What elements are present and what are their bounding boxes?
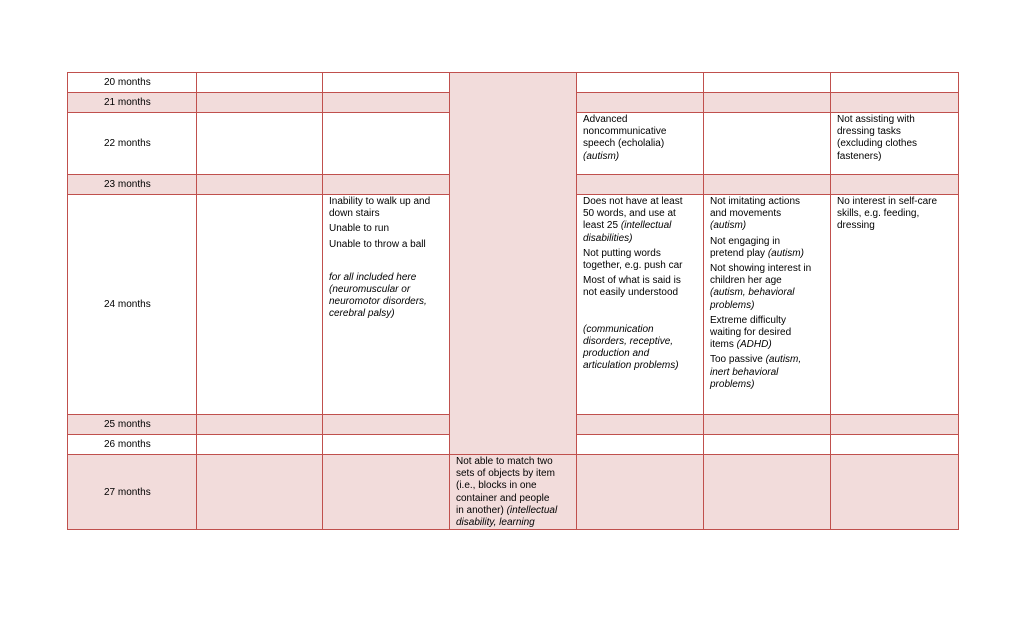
diagnosis-tag: disability, learning [456, 517, 535, 529]
cell-text: skills, e.g. feeding, [837, 208, 920, 220]
cell-text: container and people [456, 492, 550, 504]
cell-text: pretend play (autism) [710, 247, 804, 259]
cell-text: waiting for desired [710, 327, 792, 339]
age-cell: 25 months [68, 415, 197, 435]
table-cell [831, 195, 959, 415]
diagnosis-tag: disabilities) [583, 232, 633, 244]
age-cell: 27 months [68, 455, 197, 530]
diagnosis-tag: (autism) [767, 247, 804, 259]
diagnosis-tag: (autism) [583, 150, 620, 162]
table-cell [704, 435, 831, 455]
cell-text: not easily understood [583, 287, 679, 299]
age-cell: 26 months [68, 435, 197, 455]
table-cell [323, 113, 450, 175]
table-cell [450, 455, 577, 530]
table-cell [323, 175, 450, 195]
table-cell [323, 435, 450, 455]
cell-text: children her age [710, 275, 782, 287]
table-cell [831, 435, 959, 455]
diagnosis-tag: disorders, receptive, [583, 335, 674, 347]
table-cell [197, 455, 323, 530]
table-cell [704, 455, 831, 530]
table-cell [831, 113, 959, 175]
age-cell: 24 months [68, 195, 197, 415]
table-cell [577, 435, 704, 455]
cell-text: Too passive (autism, [710, 354, 802, 366]
table-cell [323, 73, 450, 93]
table-cell [577, 415, 704, 435]
table-cell [831, 93, 959, 113]
cell-text: Inability to walk up and [329, 196, 431, 207]
diagnosis-tag: (intellectual [620, 220, 672, 232]
table-cell [323, 455, 450, 530]
table-cell [704, 175, 831, 195]
diagnosis-tag: (autism) [710, 220, 747, 232]
table-cell-merged [450, 73, 577, 455]
cell-text: Does not have at least [583, 196, 683, 207]
table-cell [704, 113, 831, 175]
diagnosis-tag: (intellectual [506, 504, 558, 516]
diagnosis-tag: neuromotor disorders, [329, 296, 427, 308]
cell-text: speech (echolalia) [583, 138, 665, 150]
cell-text: Not engaging in [710, 235, 781, 247]
cell-text: together, e.g. push car [583, 260, 683, 272]
table-cell [577, 195, 704, 415]
cell-text: 50 words, and use at [583, 208, 676, 220]
diagnosis-tag: (communication [583, 323, 654, 335]
table-cell [704, 73, 831, 93]
diagnosis-tag: problems) [710, 378, 755, 390]
cell-text: down stairs [329, 208, 380, 220]
table-cell [704, 415, 831, 435]
table-row [68, 455, 959, 530]
diagnosis-tag: (ADHD) [736, 339, 772, 351]
diagnosis-tag: inert behavioral [710, 366, 779, 378]
table-cell [197, 415, 323, 435]
cell-text: sets of objects by item [456, 468, 555, 480]
table-cell [197, 73, 323, 93]
cell-text: Most of what is said is [583, 275, 681, 287]
cell-text: (i.e., blocks in one [456, 480, 537, 492]
cell-text: fasteners) [837, 150, 882, 162]
cell-text: in another) (intellectual [456, 504, 558, 516]
cell-text: Not assisting with [837, 114, 915, 125]
table-cell [577, 73, 704, 93]
diagnosis-tag: (neuromuscular or [329, 284, 411, 296]
cell-text: and movements [710, 208, 782, 220]
table-cell [831, 415, 959, 435]
cell-text: dressing tasks [837, 126, 901, 138]
diagnosis-tag: for all included here [329, 271, 417, 283]
table-cell [704, 93, 831, 113]
age-cell: 21 months [68, 93, 197, 113]
age-cell: 22 months [68, 113, 197, 175]
diagnosis-tag: problems) [710, 299, 755, 311]
diagnosis-tag: cerebral palsy) [329, 308, 395, 320]
diagnosis-tag: (autism, behavioral [710, 287, 795, 299]
table-row [68, 73, 959, 93]
milestones-table [67, 72, 959, 530]
cell-text: Extreme difficulty [710, 314, 786, 326]
table-cell [197, 195, 323, 415]
table-cell [831, 455, 959, 530]
age-cell: 20 months [68, 73, 197, 93]
cell-text: Unable to throw a ball [329, 238, 426, 250]
table-cell [577, 113, 704, 175]
table-cell [323, 415, 450, 435]
cell-text: noncommunicative [583, 126, 667, 138]
table-cell [831, 175, 959, 195]
cell-text: dressing [837, 220, 875, 232]
table-cell [831, 73, 959, 93]
table-cell [323, 195, 450, 415]
cell-text: No interest in self-care [837, 196, 938, 207]
cell-text: Not imitating actions [710, 196, 801, 207]
table-cell [577, 455, 704, 530]
diagnosis-tag: (autism, [765, 354, 802, 366]
age-cell: 23 months [68, 175, 197, 195]
cell-text: Not showing interest in [710, 263, 812, 275]
table-cell [197, 93, 323, 113]
table-cell [704, 195, 831, 415]
cell-text: (excluding clothes [837, 138, 918, 150]
table-cell [323, 93, 450, 113]
table-cell [197, 435, 323, 455]
table-cell [577, 93, 704, 113]
diagnosis-tag: production and [583, 348, 650, 360]
cell-text: Unable to run [329, 223, 390, 235]
table-cell [197, 175, 323, 195]
cell-text: Not able to match two [456, 456, 553, 467]
table-cell [197, 113, 323, 175]
cell-text: Not putting words [583, 247, 661, 259]
cell-text: Advanced [583, 114, 628, 125]
cell-text: least 25 (intellectual [583, 220, 672, 232]
table-cell [577, 175, 704, 195]
diagnosis-tag: articulation problems) [583, 360, 679, 372]
cell-text: items (ADHD) [710, 339, 772, 351]
